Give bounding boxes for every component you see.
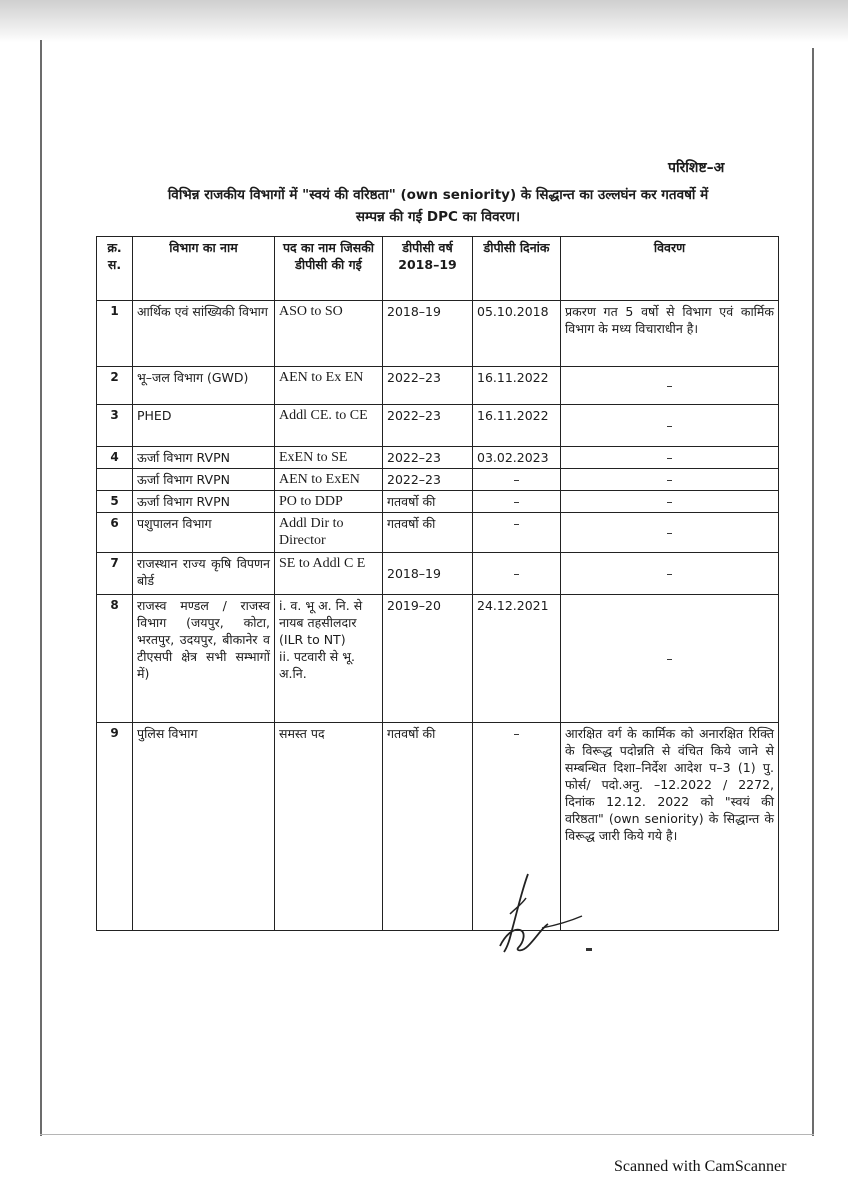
header-details: विवरण: [561, 237, 779, 301]
cell-department: ऊर्जा विभाग RVPN: [133, 469, 275, 491]
cell-year: 2022–23: [383, 405, 473, 447]
cell-date: –: [473, 469, 561, 491]
cell-post: समस्त पद: [275, 723, 383, 931]
document-heading: [102, 184, 774, 228]
cell-details: आरक्षित वर्ग के कार्मिक को अनारक्षित रिक्ति के विरूद्ध पदोन्नति से वंचित किये जाने से सम्बन्धित दिशा–निर्देश आदेश प–3 (1) पु. फोर्स/ पदो.अनु. –12.2022 / 2272, दिनांक 12.12. 2022 को "स्वयं की वरिष्ठता" (own seniority) के सिद्धान्त के विरूद्ध जारी किये गये है।: [561, 723, 779, 931]
table-row: [97, 469, 779, 491]
cell-sno: 5: [97, 491, 133, 513]
cell-date: 16.11.2022: [473, 405, 561, 447]
cell-date: –: [473, 491, 561, 513]
cell-sno: 4: [97, 447, 133, 469]
cell-date: –: [473, 553, 561, 595]
post-item-2: ii. पटवारी से भू. अ.नि.: [279, 649, 355, 681]
cell-year: गतवर्षो की: [383, 491, 473, 513]
cell-post: ASO to SO: [275, 301, 383, 367]
cell-sno: 2: [97, 367, 133, 405]
cell-date: 05.10.2018: [473, 301, 561, 367]
cell-sno: 1: [97, 301, 133, 367]
cell-sno: [97, 469, 133, 491]
cell-sno: 6: [97, 513, 133, 553]
cell-details: –: [561, 367, 779, 405]
cell-sno: 9: [97, 723, 133, 931]
heading-line-1: विभिन्न राजकीय विभागों में "स्वयं की वरिष्ठता" (own seniority) के सिद्धान्त का उल्लघंन कर गतवर्षो में: [167, 187, 709, 203]
cell-details: –: [561, 491, 779, 513]
header-department: विभाग का नाम: [133, 237, 275, 301]
cell-post: SE to Addl C E: [275, 553, 383, 595]
cell-date: –: [473, 723, 561, 931]
cell-date: 16.11.2022: [473, 367, 561, 405]
cell-post: PO to DDP: [275, 491, 383, 513]
cell-department: राजस्थान राज्य कृषि विपणन बोर्ड: [133, 553, 275, 595]
cell-details: –: [561, 447, 779, 469]
post-item-1: i. व. भू अ. नि. से नायब तहसीलदार (ILR to NT): [279, 598, 363, 647]
cell-details: प्रकरण गत 5 वर्षो से विभाग एवं कार्मिक विभाग के मध्य विचाराधीन है।: [561, 301, 779, 367]
header-dpc-year: डीपीसी वर्ष 2018–19: [383, 237, 473, 301]
scan-top-shadow: [0, 0, 848, 42]
cell-sno: 3: [97, 405, 133, 447]
scan-right-edge: [812, 48, 814, 1136]
annexure-label: परिशिष्ट–अ: [668, 160, 725, 176]
cell-details: –: [561, 595, 779, 723]
cell-details: –: [561, 553, 779, 595]
cell-year: 2018–19: [383, 553, 473, 595]
cell-post: [275, 595, 383, 723]
cell-post: AEN to ExEN: [275, 469, 383, 491]
scan-left-edge: [40, 40, 42, 1136]
table-row: [97, 301, 779, 367]
table-row: [97, 491, 779, 513]
table-row: [97, 447, 779, 469]
cell-sno: 8: [97, 595, 133, 723]
header-post: पद का नाम जिसकी डीपीसी की गई: [275, 237, 383, 301]
cell-sno: 7: [97, 553, 133, 595]
table-row: [97, 723, 779, 931]
cell-date: –: [473, 513, 561, 553]
table-row: [97, 595, 779, 723]
cell-department: आर्थिक एवं सांख्यिकी विभाग: [133, 301, 275, 367]
cell-post: AEN to Ex EN: [275, 367, 383, 405]
cell-department: राजस्व मण्डल / राजस्व विभाग (जयपुर, कोटा, भरतपुर, उदयपुर, बीकानेर व टीएसपी क्षेत्र सभी सम्भागों में): [133, 595, 275, 723]
cell-department: पशुपालन विभाग: [133, 513, 275, 553]
cell-year: गतवर्षो की: [383, 513, 473, 553]
ink-mark: [586, 948, 592, 951]
cell-details: –: [561, 469, 779, 491]
cell-post: Addl Dir to Director: [275, 513, 383, 553]
scanner-watermark: Scanned with CamScanner: [614, 1158, 787, 1175]
heading-line-2: सम्पन्न की गई DPC का विवरण।: [355, 209, 521, 225]
cell-year: 2019–20: [383, 595, 473, 723]
cell-year: 2022–23: [383, 447, 473, 469]
cell-year: गतवर्षो की: [383, 723, 473, 931]
cell-department: पुलिस विभाग: [133, 723, 275, 931]
handwritten-signature: [482, 868, 602, 958]
header-sno: क्र. स.: [97, 237, 133, 301]
cell-department: PHED: [133, 405, 275, 447]
cell-details: –: [561, 513, 779, 553]
table-row: [97, 553, 779, 595]
table-row: [97, 405, 779, 447]
header-dpc-date: डीपीसी दिनांक: [473, 237, 561, 301]
table-row: [97, 367, 779, 405]
dpc-table: [96, 236, 779, 931]
scan-bottom-edge: [40, 1134, 814, 1135]
cell-year: 2018–19: [383, 301, 473, 367]
cell-department: ऊर्जा विभाग RVPN: [133, 491, 275, 513]
cell-post: Addl CE. to CE: [275, 405, 383, 447]
table-header-row: [97, 237, 779, 301]
cell-year: 2022–23: [383, 469, 473, 491]
cell-department: ऊर्जा विभाग RVPN: [133, 447, 275, 469]
table-row: [97, 513, 779, 553]
cell-details: –: [561, 405, 779, 447]
cell-date: 03.02.2023: [473, 447, 561, 469]
cell-department: भू–जल विभाग (GWD): [133, 367, 275, 405]
cell-date: 24.12.2021: [473, 595, 561, 723]
cell-year: 2022–23: [383, 367, 473, 405]
cell-post: ExEN to SE: [275, 447, 383, 469]
